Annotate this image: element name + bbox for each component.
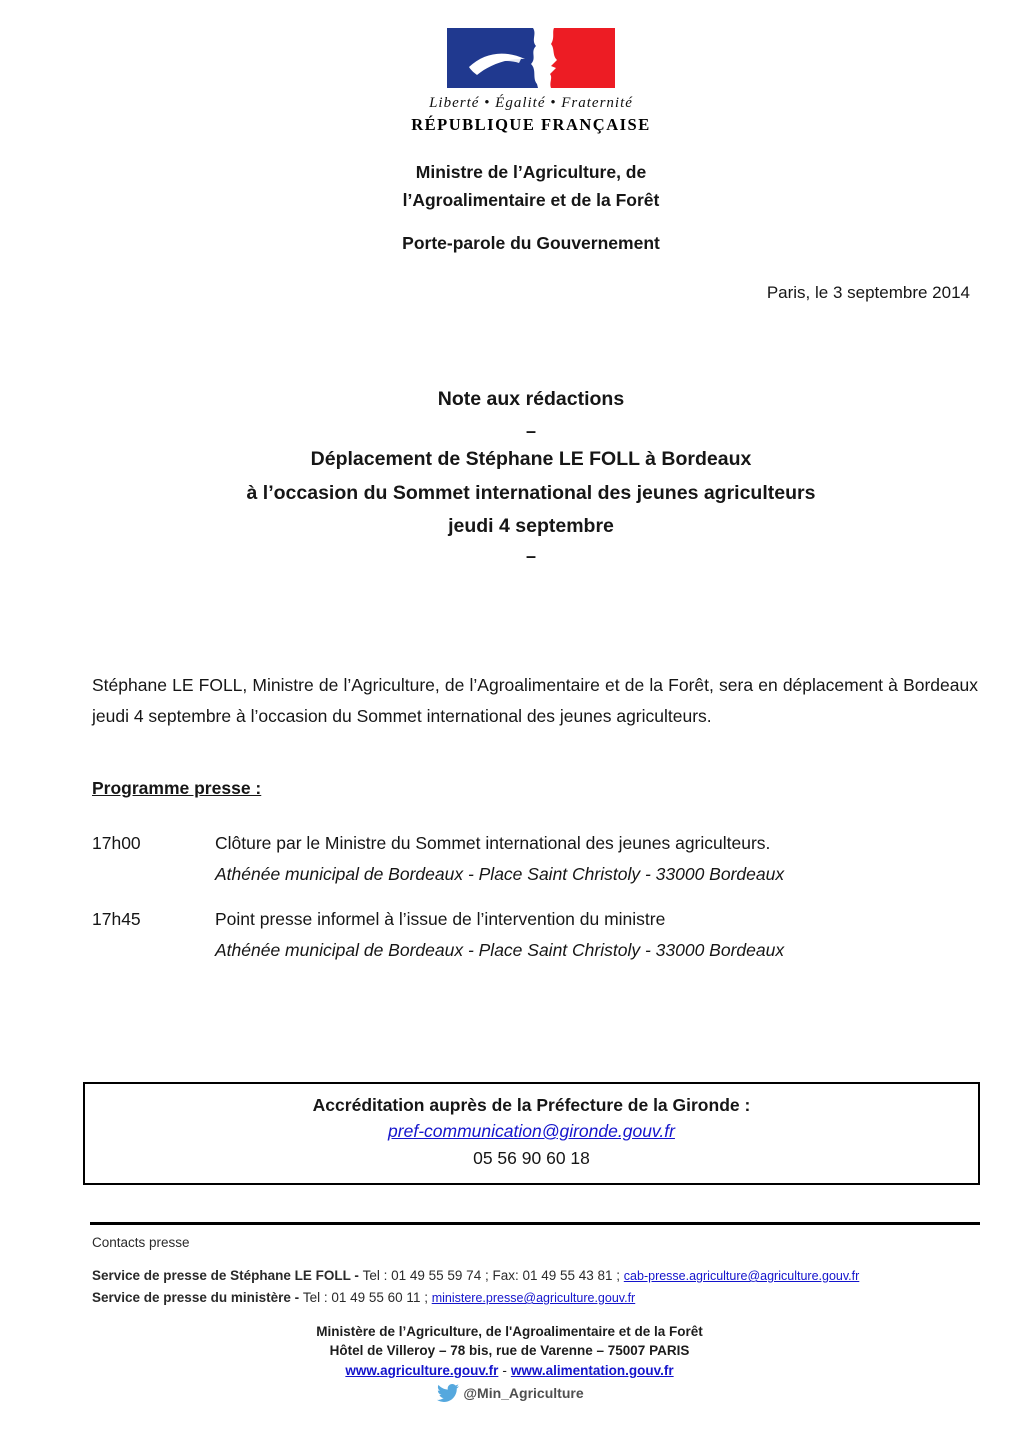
contact-row-lefoll-sep: - [350, 1268, 363, 1283]
contact-row-ministere-sep: - [294, 1290, 303, 1305]
logo-republic: RÉPUBLIQUE FRANÇAISE [411, 115, 651, 134]
programme-item-2-venue: Athénée municipal de Bordeaux - Place Saint Christoly - 33000 Bordeaux [215, 940, 785, 960]
contact-row-lefoll-label: Service de presse de Stéphane LE FOLL [92, 1268, 351, 1283]
footer-link-agriculture[interactable]: www.agriculture.gouv.fr [345, 1363, 499, 1378]
accreditation-email-link[interactable]: pref-communication@gironde.gouv.fr [388, 1121, 675, 1141]
contact-row-ministere [92, 1287, 978, 1309]
contacts-rows [92, 1265, 978, 1309]
contact-row-ministere-label: Service de presse du ministère [92, 1290, 295, 1305]
contacts-heading: Contacts presse [92, 1235, 190, 1250]
accreditation-phone: 05 56 90 60 18 [473, 1148, 590, 1168]
headline-line3: jeudi 4 septembre [448, 515, 614, 537]
headline-line1: Déplacement de Stéphane LE FOLL à Bordeaux [310, 448, 752, 470]
accreditation-box [83, 1082, 980, 1185]
twitter-bird-icon [435, 1382, 461, 1404]
logo-motto: Liberté • Égalité • Fraternité [429, 95, 633, 111]
accreditation-title: Accréditation auprès de la Préfecture de la Gironde : [312, 1095, 751, 1115]
intro-paragraph: Stéphane LE FOLL, Ministre de l’Agriculture, de l’Agroalimentaire et de la Forêt, sera en déplacement à Bordeaux jeudi 4 septembre à l’occasion du Sommet international des jeunes agriculteurs. [92, 674, 978, 726]
footer-address-line: Hôtel de Villeroy – 78 bis, rue de Varenne – 75007 PARIS [329, 1343, 690, 1358]
ministry-title [0, 158, 1019, 214]
title-block [0, 388, 1019, 567]
programme-item-2-body [215, 904, 784, 966]
programme-item-1-body [215, 828, 784, 890]
twitter-handle: @Min_Agriculture [463, 1384, 584, 1401]
twitter-line [0, 1382, 1019, 1404]
programme-item-2-time: 17h45 [92, 909, 141, 929]
footer-link-separator: - [502, 1363, 507, 1378]
footer-ministry-line: Ministère de l’Agriculture, de l'Agroalimentaire et de la Forêt [316, 1324, 703, 1339]
footer-link-alimentation[interactable]: www.alimentation.gouv.fr [510, 1363, 674, 1378]
republique-francaise-logo-icon [43, 28, 1019, 88]
contact-row-ministere-email-link[interactable]: ministere.presse@agriculture.gouv.fr [431, 1291, 636, 1305]
programme-item-1-time: 17h00 [92, 833, 141, 853]
dateline: Paris, le 3 septembre 2014 [766, 283, 970, 302]
ministry-title-line1: Ministre de l’Agriculture, de [415, 162, 647, 182]
title-separator-dash: – [525, 421, 536, 441]
contact-row-ministere-info: Tel : 01 49 55 60 11 ; [302, 1290, 432, 1305]
programme-item-1 [92, 828, 978, 890]
contacts-divider-rule [90, 1222, 980, 1225]
masthead [0, 28, 1019, 135]
headline-line2: à l’occasion du Sommet international des jeunes agriculteurs [246, 481, 816, 504]
programme-item-1-venue: Athénée municipal de Bordeaux - Place Saint Christoly - 33000 Bordeaux [215, 864, 785, 884]
contact-row-lefoll-info: Tel : 01 49 55 59 74 ; Fax: 01 49 55 43 81 ; [362, 1268, 624, 1283]
spokesperson-title: Porte-parole du Gouvernement [402, 233, 660, 253]
programme-item-2-desc: Point presse informel à l’issue de l’intervention du ministre [215, 909, 666, 929]
programme-heading: Programme presse : [92, 778, 262, 798]
contact-row-lefoll [92, 1265, 978, 1287]
title-separator-dash2: – [525, 545, 536, 566]
programme-item-2 [92, 904, 978, 966]
note-kicker: Note aux rédactions [437, 388, 625, 410]
programme-item-1-desc: Clôture par le Ministre du Sommet international des jeunes agriculteurs. [215, 833, 771, 853]
footer [0, 1322, 1019, 1404]
footer-links [0, 1361, 1019, 1380]
ministry-title-line2: l’Agroalimentaire et de la Forêt [402, 190, 660, 210]
headline [43, 443, 1019, 544]
contact-row-lefoll-email-link[interactable]: cab-presse.agriculture@agriculture.gouv.fr [623, 1269, 860, 1283]
